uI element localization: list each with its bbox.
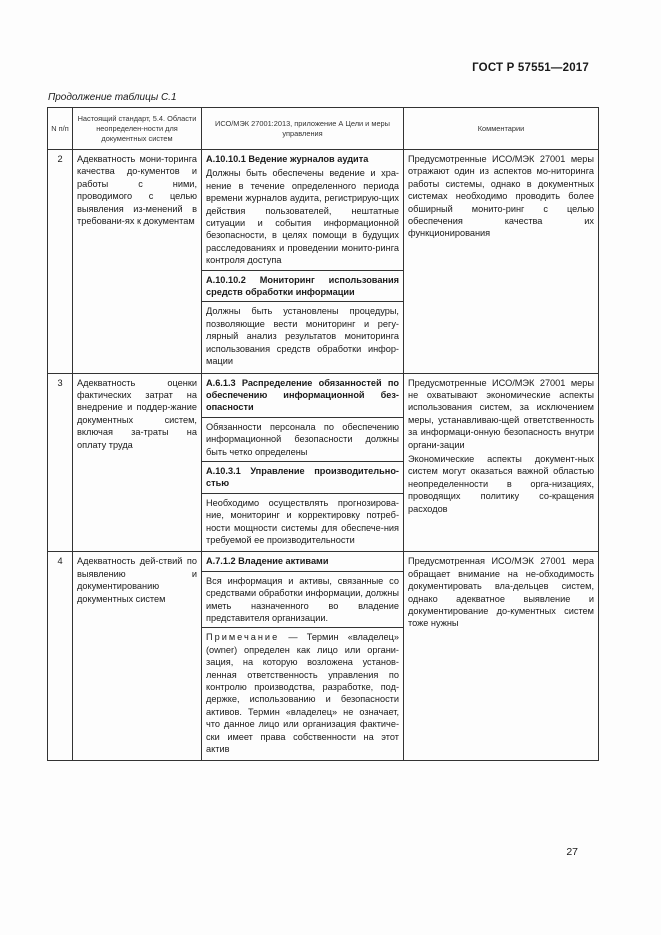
standard-area-cell: Адекватность мони-торинга качества до-кументов и работы с ними, проводимого с целью выявления из-менений в требовани-ях к документам bbox=[73, 150, 202, 374]
comment-text: Предусмотренная ИСО/МЭК 27001 мера обращает внимание на не-обходимость документировать вла-дельцев систем, однако адекватное выявление и документирование до-кументных систем тоже нужны bbox=[408, 556, 594, 629]
header-comments: Комментарии bbox=[404, 108, 599, 150]
cell-divider bbox=[202, 301, 403, 302]
table-row bbox=[48, 552, 599, 761]
standard-area-cell: Адекватность дей-ствий по выявлению и документированию документных систем bbox=[73, 552, 202, 761]
comment-text: Предусмотренные ИСО/МЭК 27001 меры отражают один из аспектов мо-ниторинга работы системы, однако в документных системах необходимо проводить более обширный монито-ринг с целью обеспечения качества их функционирования bbox=[408, 154, 594, 239]
header-number: N п/п bbox=[48, 108, 73, 150]
cell-divider bbox=[202, 461, 403, 462]
table-header-row bbox=[48, 108, 599, 150]
comments-cell bbox=[404, 150, 599, 374]
comment-text: Предусмотренные ИСО/МЭК 27001 меры не охватывают экономические аспекты использования систем, за исключением меры, устанавливаю-щей ответственность за информаци-онную безопасность внутри органи-зации bbox=[408, 377, 594, 450]
controls-table bbox=[47, 107, 599, 761]
iso-controls-cell bbox=[202, 552, 404, 761]
note-text: — Термин «владелец» (owner) определен как лицо или органи-зация, на которую возложена установ-ленная ответственность управления по контролю производства, разработке, под-держке, использованию и безопасности активов. Термин «владелец» не означает, что данное лицо или организация фактиче-ски имеет права собственности на этот актив bbox=[206, 632, 399, 755]
comments-cell bbox=[404, 373, 599, 552]
control-title: А.10.10.1 Ведение журналов аудита bbox=[206, 154, 369, 164]
page-number: 27 bbox=[566, 846, 578, 858]
table-caption: Продолжение таблицы С.1 bbox=[48, 92, 177, 103]
control-title: А.6.1.3 Распределение обязанностей по обеспечению информационной без-опасности bbox=[206, 377, 399, 413]
control-text: Вся информация и активы, связанные со средствами обработки информации, должны иметь назначенного во владение представителя организации. bbox=[206, 575, 399, 623]
row-number: 3 bbox=[48, 373, 73, 552]
control-title: А.7.1.2 Владение активами bbox=[206, 556, 329, 567]
header-iso-controls: ИСО/МЭК 27001:2013, приложение А Цели и меры управления bbox=[202, 108, 404, 150]
control-text: Должны быть обеспечены ведение и хра-нение в течение определенного периода времени журналов аудита, регистрирую-щих действия пользователей, нештатные ситуации и события информационной безопасности, в целях помощи в будущих расследованиях и проведении монито-ринга контроля доступа bbox=[206, 168, 399, 266]
table-row bbox=[48, 373, 599, 552]
standard-area-cell: Адекватность оценки фактических затрат на внедрение и поддер-жание документных систем, включая за-траты на оплату труда bbox=[73, 373, 202, 552]
document-code: ГОСТ Р 57551—2017 bbox=[472, 62, 589, 74]
row-number: 2 bbox=[48, 150, 73, 374]
cell-divider bbox=[202, 417, 403, 418]
iso-controls-cell bbox=[202, 150, 404, 374]
note-label: Примечание bbox=[206, 632, 280, 643]
control-title: А.10.3.1 Управление производительно-стью bbox=[206, 465, 399, 489]
row-number: 4 bbox=[48, 552, 73, 761]
header-standard: Настоящий стандарт, 5.4. Области неопределен-ности для документных систем bbox=[73, 108, 202, 150]
control-title: А.10.10.2 Мониторинг использования средств обработки информации bbox=[206, 274, 399, 298]
iso-controls-cell bbox=[202, 373, 404, 552]
control-note bbox=[206, 631, 399, 755]
table-row bbox=[48, 150, 599, 374]
cell-divider bbox=[202, 493, 403, 494]
cell-divider bbox=[202, 571, 403, 572]
cell-divider bbox=[202, 270, 403, 271]
control-text: Обязанности персонала по обеспечению информационной безопасности должны быть четко определены bbox=[206, 421, 399, 457]
comments-cell bbox=[404, 552, 599, 761]
control-text: Необходимо осуществлять прогнозирова-ние, мониторинг и корректировку потреб-ности мощности системы для обеспече-ния требуемой ее производительности bbox=[206, 497, 399, 545]
control-text: Должны быть установлены процедуры, позволяющие вести мониторинг и регу-лярный анализ результатов мониторинга использования средств обработки инфор-мации bbox=[206, 306, 399, 367]
comment-text: Экономические аспекты документ-ных систем могут оказаться важной областью неопределенности в орга-низациях, проводящих политику со-кращения расходов bbox=[408, 453, 594, 514]
cell-divider bbox=[202, 627, 403, 628]
